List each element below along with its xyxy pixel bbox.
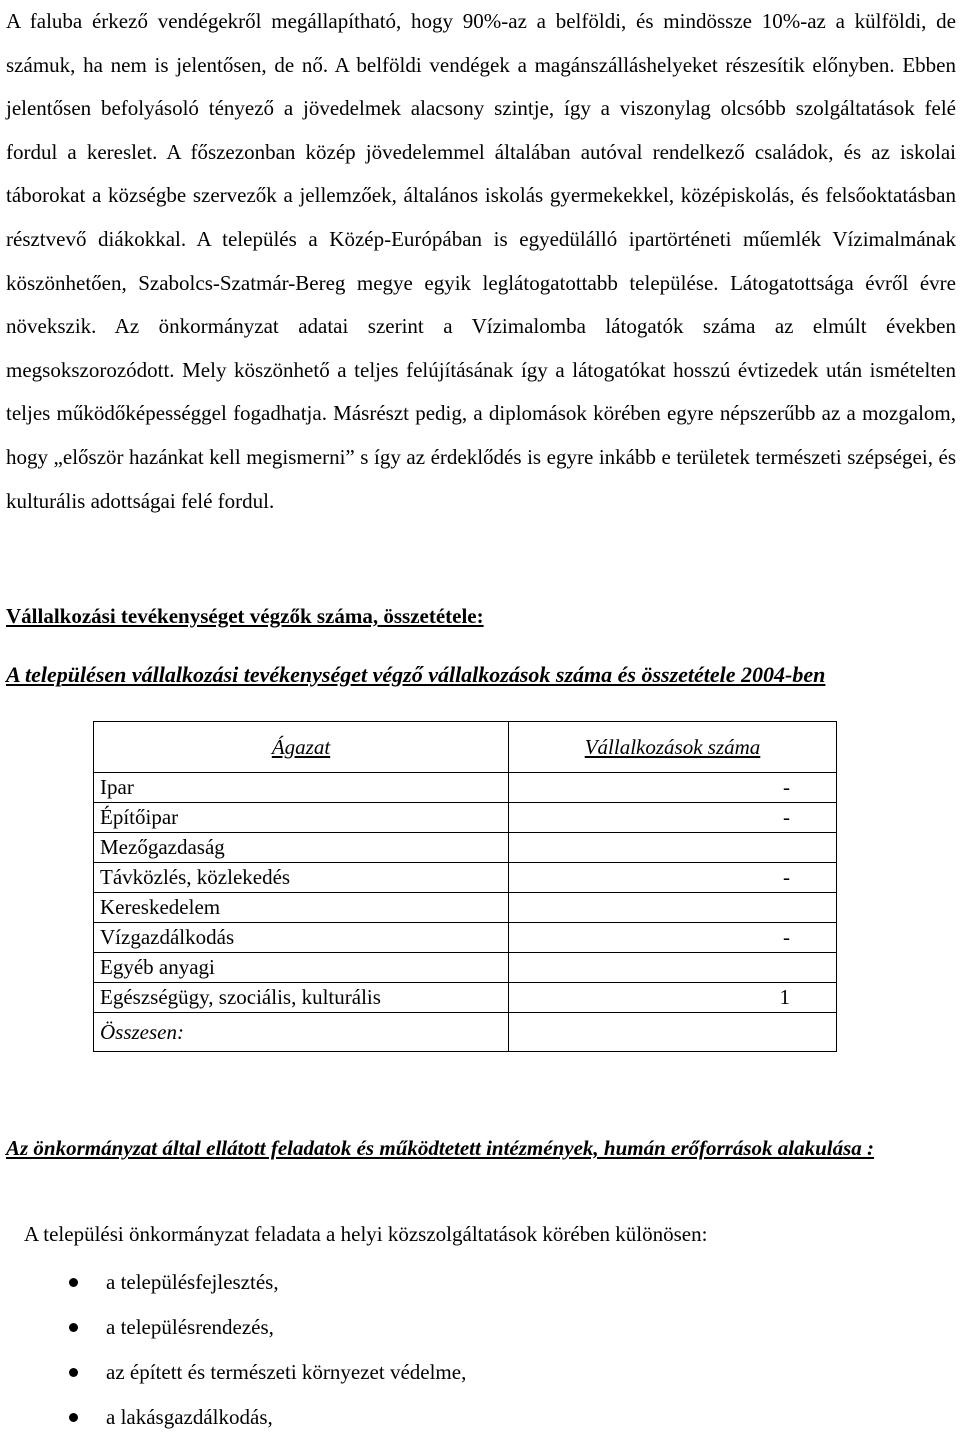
sector-cell: Kereskedelem [94, 893, 509, 923]
count-cell: - [509, 923, 837, 953]
task-list [0, 1262, 466, 1442]
section-heading-2: Az önkormányzat által ellátott feladatok és működtetett intézmények, humán erőforrások alakulása : [6, 1136, 875, 1160]
header-sector: Ágazat [94, 722, 509, 773]
sector-cell: Ipar [94, 773, 509, 803]
table-row [94, 983, 837, 1013]
count-cell [509, 893, 837, 923]
count-cell: 1 [509, 983, 837, 1013]
list-item-text: a településfejlesztés, [106, 1270, 279, 1294]
table-row [94, 893, 837, 923]
intro-paragraph: A faluba érkező vendégekről megállapítható, hogy 90%-az a belföldi, és mindössze 10%-az a külföldi, de számuk, ha nem is jelentősen, de nő. A belföldi vendégek a magánszálláshelyeket részesítik előnyben. Ebben jelentősen befolyásoló tényező a jövedelmek alacsony szintje, így a viszonylag olcsóbb szolgáltatások felé fordul a kereslet. A főszezonban közép jövedelemmel általában autóval rendelkező családok, és az iskolai táborokat a községbe szervezők a jellemzőek, általános iskolás gyermekekkel, középiskolás, és felsőoktatásban résztvevő diákokkal. A település a Közép-Európában is egyedülálló ipartörténeti műemlék Vízimalmának köszönhetően, Szabolcs-Szatmár-Bereg megye egyik leglátogatottabb települése. Látogatottsága évről évre növekszik. Az önkormányzat adatai szerint a Vízimalomba látogatók száma az elmúlt években megsokszorozódott. Mely köszönhető a teljes felújításának így a látogatókat hosszú évtizedek után ismételten teljes működőképességgel fogadhatja. Másrészt pedig, a diplomások körében egyre népszerűbb az a mozgalom, hogy „először hazánkat kell megismerni” s így az érdeklődés is egyre inkább e területek természeti szépségei, és kulturális adottságai felé fordul. [6, 9, 956, 513]
list-item [0, 1397, 466, 1442]
total-label: Összesen: [94, 1013, 509, 1052]
table-row [94, 923, 837, 953]
bullet-icon [69, 1413, 78, 1422]
enterprise-table [93, 721, 837, 1052]
sector-cell: Mezőgazdaság [94, 833, 509, 863]
count-cell: - [509, 803, 837, 833]
table-row [94, 773, 837, 803]
sector-cell: Távközlés, közlekedés [94, 863, 509, 893]
count-cell: - [509, 773, 837, 803]
table-row [94, 953, 837, 983]
sector-cell: Vízgazdálkodás [94, 923, 509, 953]
bullet-icon [69, 1278, 78, 1287]
header-count: Vállalkozások száma [509, 722, 837, 773]
table-row [94, 863, 837, 893]
total-count [509, 1013, 837, 1052]
tasks-intro: A települési önkormányzat feladata a helyi közszolgáltatások körében különösen: [24, 1222, 708, 1246]
table-header-row [94, 722, 837, 773]
list-item [0, 1307, 466, 1352]
table-caption: A településen vállalkozási tevékenységet végző vállalkozások száma és összetétele 2004-ben [6, 662, 826, 687]
list-item [0, 1262, 466, 1307]
table-total-row [94, 1013, 837, 1052]
table-row [94, 833, 837, 863]
bullet-icon [69, 1368, 78, 1377]
sector-cell: Egyéb anyagi [94, 953, 509, 983]
bullet-icon [69, 1323, 78, 1332]
count-cell: - [509, 863, 837, 893]
sector-cell: Egészségügy, szociális, kulturális [94, 983, 509, 1013]
list-item-text: a lakásgazdálkodás, [106, 1405, 273, 1429]
list-item-text: a településrendezés, [106, 1315, 274, 1339]
list-item-text: az épített és természeti környezet védelme, [106, 1360, 467, 1384]
sector-cell: Építőipar [94, 803, 509, 833]
section-heading: Vállalkozási tevékenységet végzők száma, összetétele: [6, 604, 484, 628]
list-item [0, 1352, 466, 1397]
table-row [94, 803, 837, 833]
count-cell [509, 833, 837, 863]
count-cell [509, 953, 837, 983]
